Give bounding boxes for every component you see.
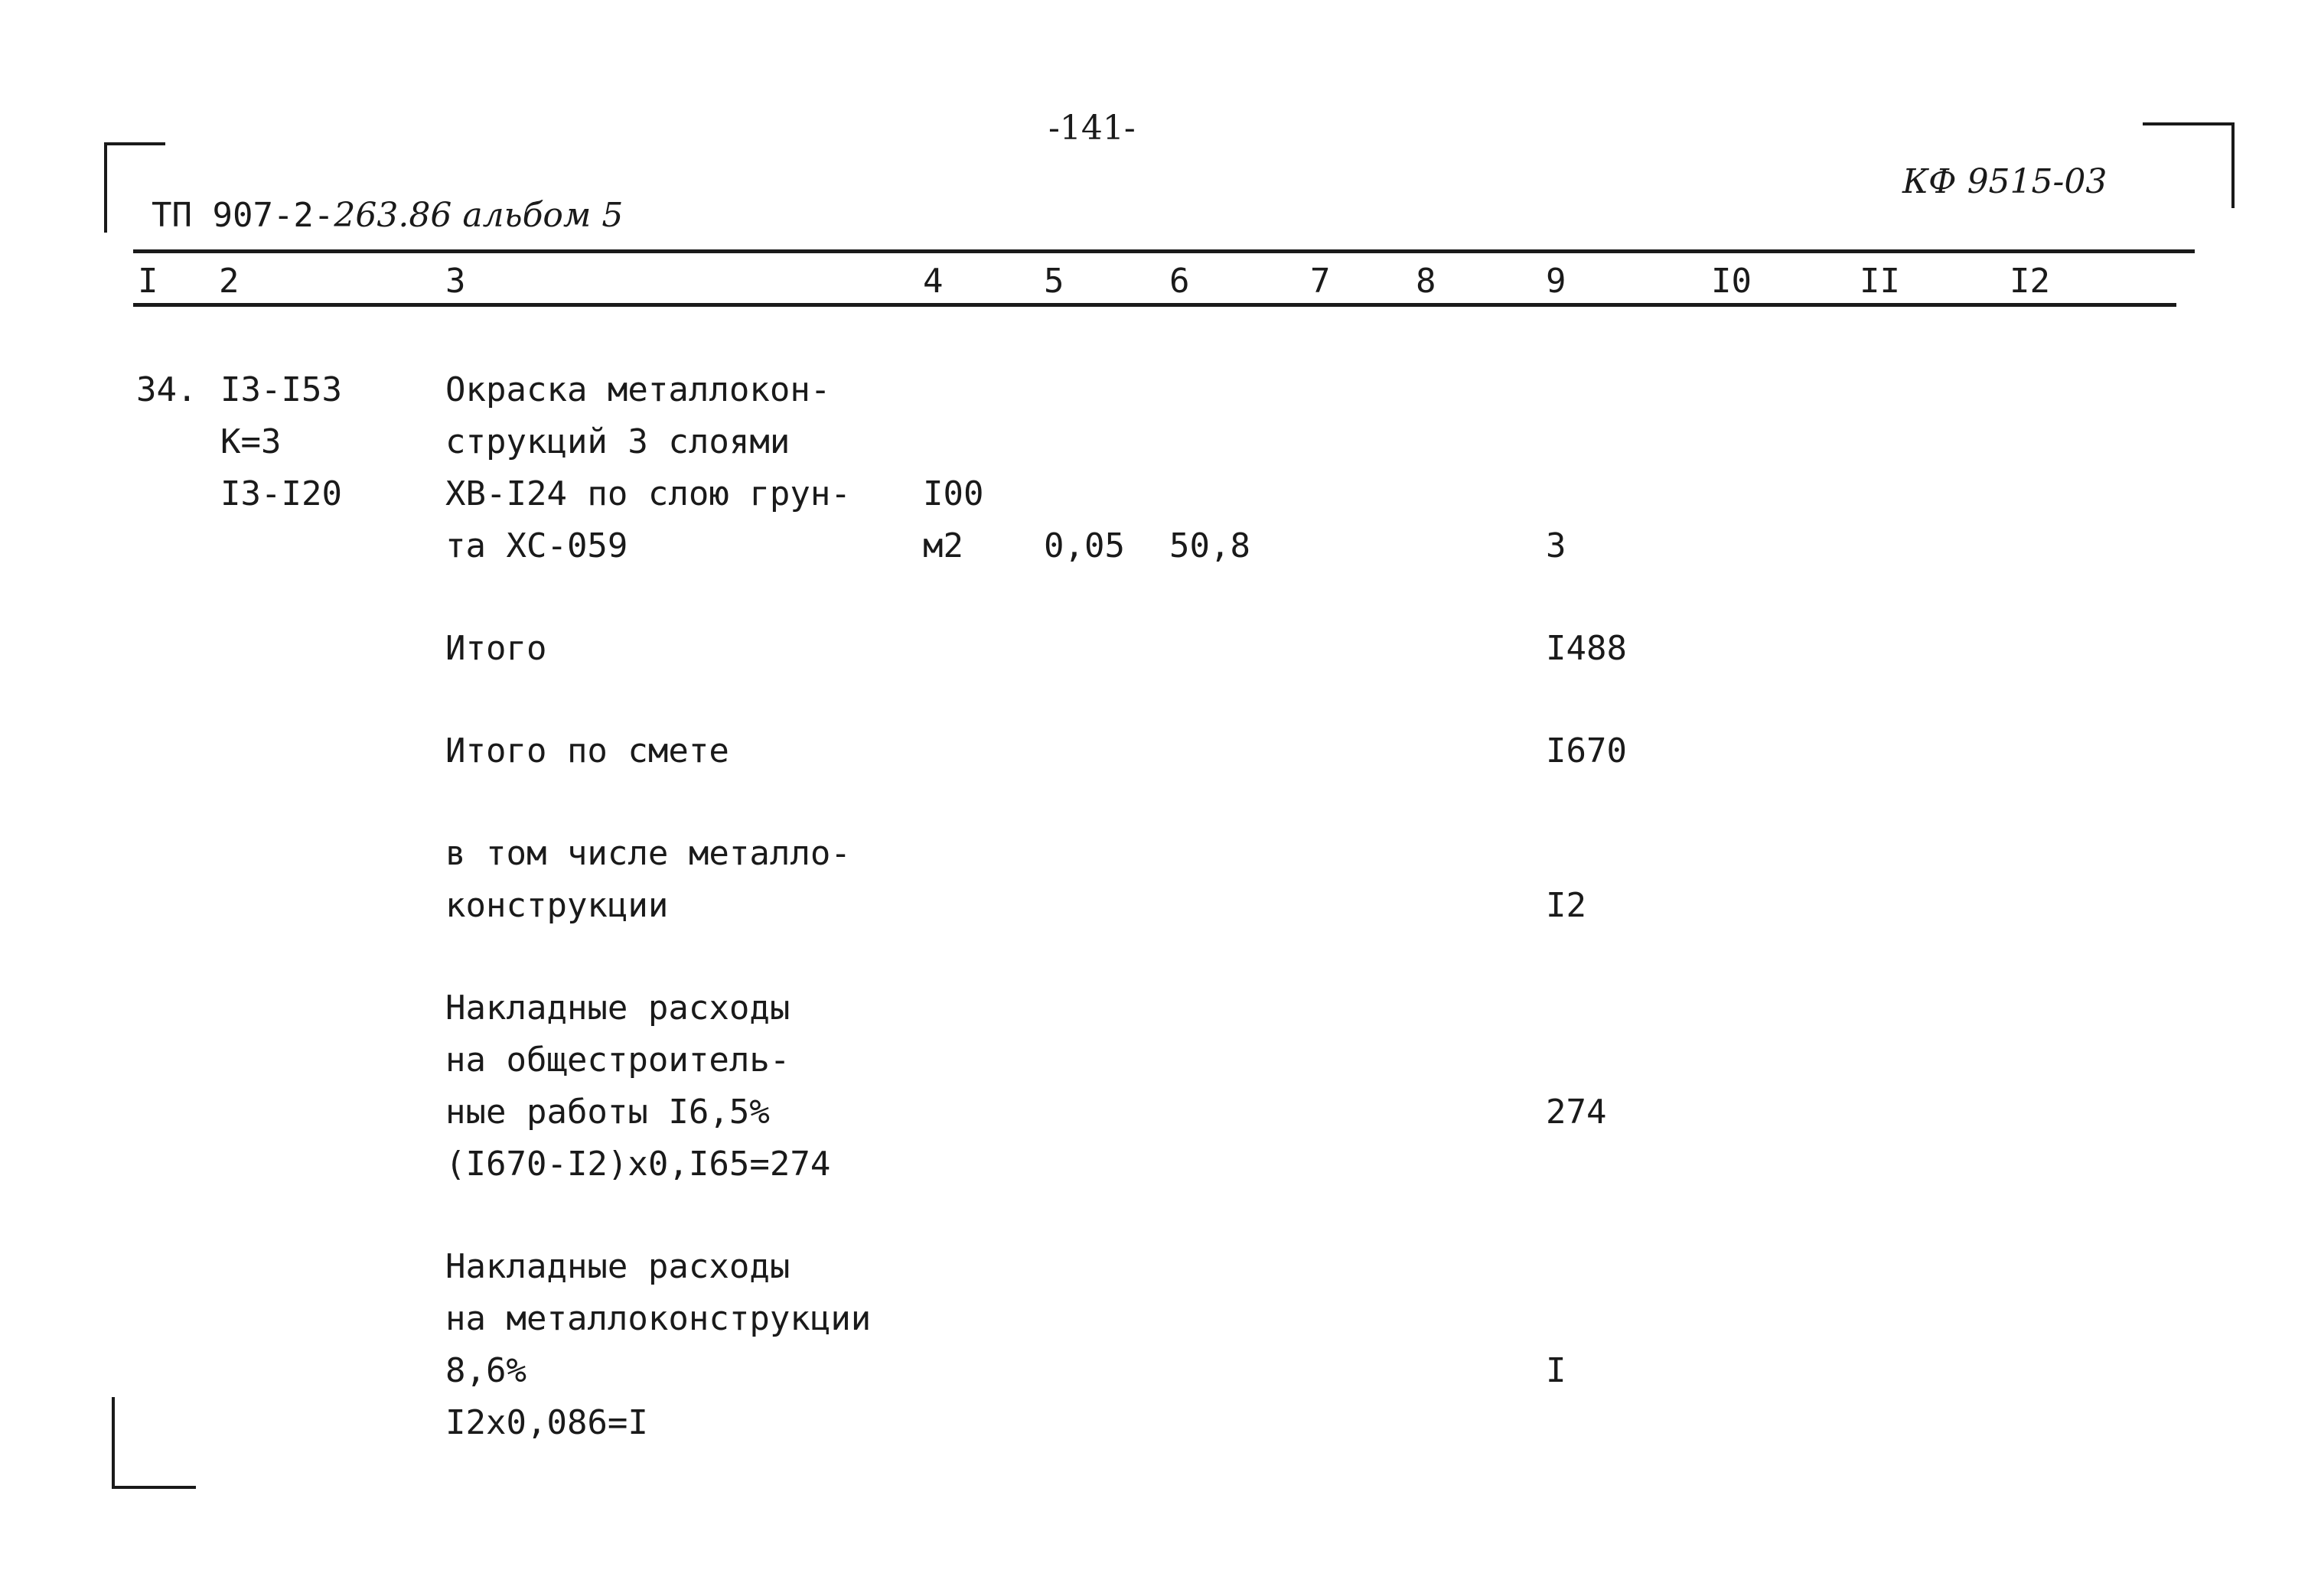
frame-top-right-mark — [2143, 122, 2235, 125]
col-header-6: 6 — [1169, 262, 1190, 301]
document-code — [135, 165, 623, 233]
frame-bottom-left-base — [112, 1486, 196, 1489]
overhead-metal-line-4: I2х0,086=I — [445, 1403, 648, 1442]
entry-description-line-4: та ХС-059 — [445, 526, 628, 565]
metal-subtotal-line-2: конструкции — [445, 886, 669, 925]
frame-right-mark — [2231, 122, 2235, 208]
overhead-metal-line-3: 8,6% — [445, 1351, 526, 1390]
col-header-10: I0 — [1711, 262, 1752, 301]
entry-description-line-2: струкций 3 слоями — [445, 422, 791, 461]
frame-left-mark — [104, 142, 107, 233]
entry-description-line-3: ХВ-I24 по слою грун- — [445, 474, 851, 513]
entry-number: 34. — [136, 370, 197, 409]
overhead-general-line-1: Накладные расходы — [445, 989, 791, 1028]
document-code-prefix: ТП 907-2- — [152, 196, 334, 235]
overhead-metal-line-1: Накладные расходы — [445, 1247, 791, 1286]
header-rule-top — [133, 249, 2195, 253]
estimate-total-value: I670 — [1546, 731, 1627, 770]
metal-subtotal-value: I2 — [1546, 886, 1586, 925]
col-header-4: 4 — [923, 262, 944, 301]
col-header-9: 9 — [1546, 262, 1566, 301]
col-header-1: I — [138, 262, 158, 301]
overhead-metal-value: I — [1546, 1351, 1566, 1390]
sheet-code: КФ 9515-03 — [1902, 162, 2107, 201]
overhead-general-value: 274 — [1546, 1093, 1607, 1132]
col-header-7: 7 — [1310, 262, 1331, 301]
overhead-metal-line-2: на металлоконструкции — [445, 1299, 872, 1338]
frame-top-left-mark — [104, 142, 165, 145]
header-rule-bottom — [133, 303, 2176, 307]
entry-unit-qty: I00 — [923, 474, 984, 513]
col-header-5: 5 — [1044, 262, 1064, 301]
entry-description-line-1: Окраска металлокон- — [445, 370, 831, 409]
col-header-8: 8 — [1416, 262, 1436, 301]
entry-code-1: I3-I53 — [220, 370, 342, 409]
col-header-11: II — [1860, 262, 1900, 301]
entry-code-3: I3-I20 — [220, 474, 342, 513]
document-code-handwritten: 263.86 альбом 5 — [334, 196, 624, 235]
entry-col9-value: 3 — [1546, 526, 1566, 565]
total-value: I488 — [1546, 629, 1627, 668]
col-header-12: I2 — [2010, 262, 2050, 301]
page-number: -141- — [1048, 109, 1136, 148]
estimate-total-label: Итого по смете — [445, 731, 729, 770]
metal-subtotal-line-1: в том числе металло- — [445, 834, 851, 873]
col-header-3: 3 — [445, 262, 466, 301]
overhead-general-line-4: (I670-I2)х0,I65=274 — [445, 1145, 831, 1184]
entry-col5-value: 0,05 — [1044, 526, 1125, 565]
overhead-general-line-2: на общестроитель- — [445, 1041, 791, 1080]
entry-col6-value: 50,8 — [1169, 526, 1250, 565]
frame-bottom-left-mark — [112, 1397, 115, 1489]
col-header-2: 2 — [219, 262, 240, 301]
entry-code-2: K=3 — [220, 422, 282, 461]
total-label: Итого — [445, 629, 547, 668]
overhead-general-line-3: ные работы I6,5% — [445, 1093, 770, 1132]
entry-unit-measure: м2 — [923, 526, 963, 565]
